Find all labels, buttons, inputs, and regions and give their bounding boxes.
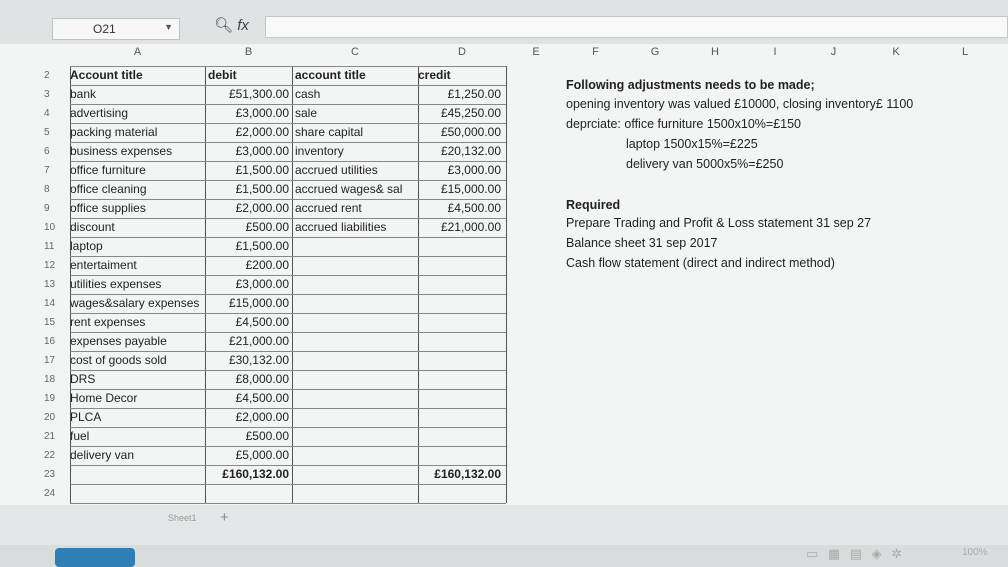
cell-credit[interactable]: £4,500.00 bbox=[447, 201, 501, 215]
taskbar-button[interactable] bbox=[55, 548, 135, 567]
cell-debit[interactable]: £1,500.00 bbox=[235, 239, 289, 253]
column-header-f[interactable]: F bbox=[592, 46, 599, 58]
row-number[interactable]: 15 bbox=[44, 317, 56, 328]
grid-hline bbox=[70, 161, 506, 162]
cell-account-title[interactable]: bank bbox=[70, 87, 97, 101]
row-number[interactable]: 10 bbox=[44, 222, 56, 233]
row-number[interactable]: 2 bbox=[44, 70, 50, 81]
cell-debit[interactable]: £4,500.00 bbox=[235, 315, 289, 329]
cell-account-title[interactable]: advertising bbox=[70, 106, 129, 120]
grid-hline bbox=[70, 484, 506, 485]
cell-account-title[interactable]: delivery van bbox=[70, 448, 135, 462]
cell-account-title[interactable]: cost of goods sold bbox=[70, 353, 167, 367]
cell-debit[interactable]: £200.00 bbox=[245, 258, 289, 272]
view-mode-icons[interactable]: ▭ ▦ ▤ ◈ ✲ bbox=[806, 546, 906, 561]
grid-hline bbox=[70, 370, 506, 371]
required-cash-flow: Cash flow statement (direct and indirect method) bbox=[566, 256, 835, 270]
cell-account-title[interactable]: rent expenses bbox=[70, 315, 146, 329]
grid-hline bbox=[70, 351, 506, 352]
required-heading: Required bbox=[566, 198, 621, 212]
cell-account-title-credit[interactable]: accrued utilities bbox=[295, 163, 378, 177]
cell-debit-header[interactable]: debit bbox=[208, 68, 237, 82]
cell-account-title[interactable]: Home Decor bbox=[70, 391, 138, 405]
row-number[interactable]: 3 bbox=[44, 89, 50, 100]
adjustment-depreciation-laptop: laptop 1500x15%=£225 bbox=[626, 137, 758, 151]
fx-label[interactable]: fx bbox=[237, 17, 249, 34]
name-box-value: O21 bbox=[93, 22, 116, 36]
cell-account-title[interactable]: utilities expenses bbox=[70, 277, 162, 291]
cell-debit[interactable]: £2,000.00 bbox=[235, 201, 289, 215]
grid-hline bbox=[70, 104, 506, 105]
column-header-g[interactable]: G bbox=[650, 46, 660, 58]
row-number[interactable]: 14 bbox=[44, 298, 56, 309]
cell-account-title-credit[interactable]: cash bbox=[295, 87, 321, 101]
row-number[interactable]: 7 bbox=[44, 165, 50, 176]
cell-credit[interactable]: £21,000.00 bbox=[440, 220, 501, 234]
cell-debit[interactable]: £51,300.00 bbox=[228, 87, 289, 101]
row-number[interactable]: 4 bbox=[44, 108, 50, 119]
cell-account-title[interactable]: wages&salary expenses bbox=[70, 296, 200, 310]
cell-account-title[interactable]: office furniture bbox=[70, 163, 146, 177]
cell-account-title[interactable]: discount bbox=[70, 220, 115, 234]
add-sheet-button[interactable]: + bbox=[220, 509, 229, 526]
grid-hline bbox=[70, 503, 506, 504]
cell-account-title-credit[interactable]: accrued rent bbox=[295, 201, 362, 215]
row-number[interactable]: 5 bbox=[44, 127, 50, 138]
grid-hline bbox=[70, 66, 506, 67]
zoom-formula-icon[interactable]: 🔍︎ bbox=[214, 17, 234, 34]
grid-vline bbox=[292, 66, 293, 503]
grid-hline bbox=[70, 123, 506, 124]
cell-account-title[interactable]: expenses payable bbox=[70, 334, 167, 348]
grid-hline bbox=[70, 85, 506, 86]
row-number[interactable]: 17 bbox=[44, 355, 56, 366]
grid-hline bbox=[70, 275, 506, 276]
cell-account-title[interactable]: laptop bbox=[70, 239, 103, 253]
name-box[interactable] bbox=[52, 18, 180, 40]
cell-credit[interactable]: £20,132.00 bbox=[440, 144, 501, 158]
cell-credit-header[interactable]: credit bbox=[418, 68, 451, 82]
cell-debit[interactable]: £5,000.00 bbox=[235, 448, 289, 462]
grid-hline bbox=[70, 446, 506, 447]
adjustment-depreciation-van: delivery van 5000x5%=£250 bbox=[626, 157, 784, 171]
sheet-tab-sheet1[interactable]: Sheet1 bbox=[168, 513, 197, 523]
grid-hline bbox=[70, 142, 506, 143]
cell-debit[interactable]: £3,000.00 bbox=[235, 277, 289, 291]
cell-debit[interactable]: £4,500.00 bbox=[235, 391, 289, 405]
adjustment-inventory: opening inventory was valued £10000, closing inventory£ 1100 bbox=[566, 97, 914, 111]
cell-credit[interactable]: £160,132.00 bbox=[434, 467, 501, 481]
adjustments-heading: Following adjustments needs to be made; bbox=[566, 78, 815, 92]
cell-account-title[interactable]: entertaiment bbox=[70, 258, 137, 272]
grid-hline bbox=[70, 408, 506, 409]
column-header-j[interactable]: J bbox=[830, 46, 837, 58]
grid-hline bbox=[70, 218, 506, 219]
column-header-i[interactable]: I bbox=[773, 46, 777, 58]
cell-account-title[interactable]: office supplies bbox=[70, 201, 146, 215]
cell-debit[interactable]: £8,000.00 bbox=[235, 372, 289, 386]
cell-debit[interactable]: £2,000.00 bbox=[235, 410, 289, 424]
row-number[interactable]: 24 bbox=[44, 488, 56, 499]
cell-debit[interactable]: £500.00 bbox=[245, 429, 289, 443]
column-header-e[interactable]: E bbox=[532, 46, 540, 58]
cell-account-title[interactable]: office cleaning bbox=[70, 182, 147, 196]
column-header-l[interactable]: L bbox=[961, 46, 969, 58]
cell-account-title-credit[interactable]: accrued wages& sal bbox=[295, 182, 403, 196]
cell-account-title-credit[interactable]: sale bbox=[295, 106, 318, 120]
column-header-c[interactable]: C bbox=[351, 46, 359, 58]
required-balance-sheet: Balance sheet 31 sep 2017 bbox=[566, 236, 718, 250]
cell-account-title[interactable]: PLCA bbox=[70, 410, 102, 424]
cell-debit[interactable]: £15,000.00 bbox=[228, 296, 289, 310]
cell-debit[interactable]: £30,132.00 bbox=[228, 353, 289, 367]
grid-hline bbox=[70, 332, 506, 333]
zoom-level[interactable]: 100% bbox=[962, 547, 988, 558]
formula-toolbar bbox=[0, 0, 1008, 44]
row-number[interactable]: 23 bbox=[44, 469, 56, 480]
grid-hline bbox=[70, 237, 506, 238]
row-number[interactable]: 6 bbox=[44, 146, 50, 157]
grid-hline bbox=[70, 427, 506, 428]
cell-account-title-credit[interactable]: accrued liabilities bbox=[295, 220, 387, 234]
cell-debit[interactable]: £2,000.00 bbox=[235, 125, 289, 139]
grid-hline bbox=[70, 294, 506, 295]
row-number[interactable]: 19 bbox=[44, 393, 56, 404]
cell-account-title[interactable]: DRS bbox=[70, 372, 96, 386]
cell-account-title-credit[interactable]: share capital bbox=[295, 125, 364, 139]
cell-debit[interactable]: £3,000.00 bbox=[235, 106, 289, 120]
row-number[interactable]: 16 bbox=[44, 336, 56, 347]
grid-vline bbox=[506, 66, 507, 503]
grid-hline bbox=[70, 199, 506, 200]
grid-hline bbox=[70, 389, 506, 390]
row-number[interactable]: 18 bbox=[44, 374, 56, 385]
row-number[interactable]: 11 bbox=[44, 241, 55, 252]
cell-debit[interactable]: £3,000.00 bbox=[235, 144, 289, 158]
row-number[interactable]: 20 bbox=[44, 412, 56, 423]
cell-account-title[interactable]: packing material bbox=[70, 125, 158, 139]
cell-credit[interactable]: £15,000.00 bbox=[440, 182, 501, 196]
cell-debit[interactable]: £21,000.00 bbox=[228, 334, 289, 348]
cell-credit[interactable]: £1,250.00 bbox=[447, 87, 501, 101]
column-header-h[interactable]: H bbox=[711, 46, 719, 58]
cell-debit[interactable]: £500.00 bbox=[245, 220, 289, 234]
formula-input[interactable] bbox=[265, 16, 1008, 38]
cell-debit[interactable]: £1,500.00 bbox=[235, 163, 289, 177]
row-number[interactable]: 21 bbox=[44, 431, 56, 442]
required-pl-statement: Prepare Trading and Profit & Loss statement 31 sep 27 bbox=[566, 216, 872, 230]
cell-account-title[interactable]: fuel bbox=[70, 429, 90, 443]
cell-credit[interactable]: £50,000.00 bbox=[440, 125, 501, 139]
chevron-down-icon[interactable]: ▼ bbox=[164, 22, 173, 32]
row-number[interactable]: 22 bbox=[44, 450, 56, 461]
cell-account-title[interactable]: business expenses bbox=[70, 144, 173, 158]
grid-hline bbox=[70, 465, 506, 466]
adjustment-depreciation-furniture: deprciate: office furniture 1500x10%=£150 bbox=[566, 117, 802, 131]
cell-account-title[interactable]: Account title bbox=[70, 68, 143, 82]
cell-credit[interactable]: £45,250.00 bbox=[440, 106, 501, 120]
row-number[interactable]: 8 bbox=[44, 184, 50, 195]
fx-area bbox=[214, 16, 249, 34]
cell-debit[interactable]: £1,500.00 bbox=[235, 182, 289, 196]
column-header-b[interactable]: B bbox=[244, 46, 253, 58]
cell-account-title-credit[interactable]: inventory bbox=[295, 144, 344, 158]
column-header-k[interactable]: K bbox=[892, 46, 900, 58]
row-number[interactable]: 9 bbox=[44, 203, 50, 214]
column-header-a[interactable]: A bbox=[133, 46, 142, 58]
grid-hline bbox=[70, 313, 506, 314]
row-number[interactable]: 13 bbox=[44, 279, 56, 290]
grid-hline bbox=[70, 180, 506, 181]
row-number[interactable]: 12 bbox=[44, 260, 56, 271]
grid-hline bbox=[70, 256, 506, 257]
cell-account-title-header[interactable]: account title bbox=[295, 68, 366, 82]
cell-debit[interactable]: £160,132.00 bbox=[222, 467, 289, 481]
column-header-d[interactable]: D bbox=[458, 46, 466, 58]
cell-credit[interactable]: £3,000.00 bbox=[447, 163, 501, 177]
